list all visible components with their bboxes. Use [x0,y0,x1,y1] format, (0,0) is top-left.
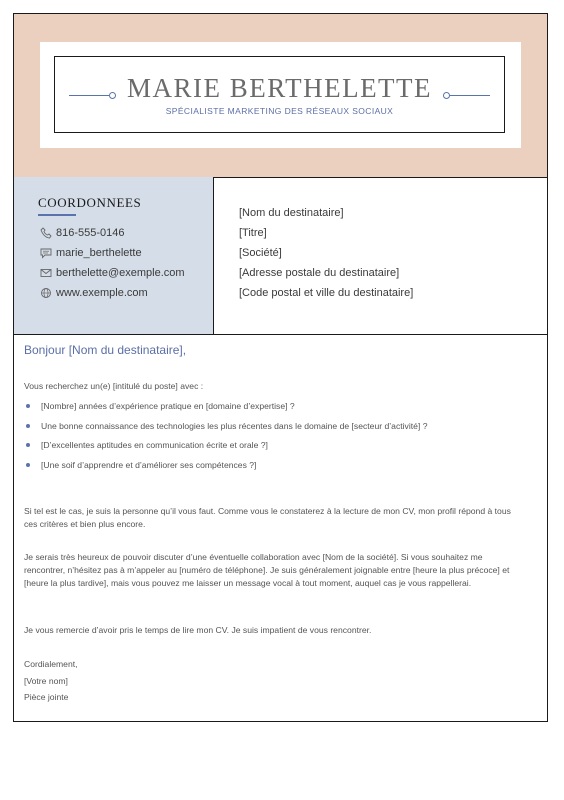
contact-panel [14,177,214,334]
email-icon [40,267,52,279]
recipient-title: [Titre] [239,227,267,239]
list-item: [D’excellentes aptitudes en communication écrite et orale ?] [24,440,427,460]
intro-line: Vous recherchez un(e) [intitulé du poste] avec : [24,381,204,391]
contact-website-text: www.exemple.com [56,287,148,299]
decorative-dot-right [443,92,450,99]
paragraph-3: Je vous remercie d’avoir pris le temps de lire mon CV. Je suis impatient de vous rencontrer. [24,625,372,635]
recipient-company: [Société] [239,247,282,259]
contact-email [40,267,185,279]
contact-social-text: marie_berthelette [56,247,142,259]
closing-salutation: Cordialement, [24,659,78,669]
list-item: [Une soif d’apprendre et d’améliorer ses compétences ?] [24,460,427,480]
applicant-subtitle: SPÉCIALISTE MARKETING DES RÉSEAUX SOCIAUX [165,106,394,116]
applicant-name: MARIE BERTHELETTE [126,73,433,103]
globe-icon [40,287,52,299]
paragraph-1: Si tel est le cas, je suis la personne qu’il vous faut. Comme vous le constaterez à la lecture de mon CV, mon profil répond à tous ces critères et bien plus encore. [24,506,511,529]
contact-heading-underline [38,214,76,216]
contact-phone-text: 816-555-0146 [56,227,125,239]
contact-row [14,177,547,335]
recipient-name: [Nom du destinataire] [239,207,344,219]
contact-website [40,287,148,299]
closing-block [24,656,78,706]
recipient-address: [Adresse postale du destinataire] [239,267,400,279]
contact-heading: COORDONNEES [38,195,142,210]
header-card [40,42,521,148]
attachment-note: Pièce jointe [24,692,69,702]
signature-name: [Votre nom] [24,675,68,686]
list-item: [Nombre] années d’expérience pratique en [domaine d’expertise] ? [24,401,427,421]
qualification-list [24,401,427,479]
contact-phone [40,227,125,239]
contact-social [40,247,142,259]
recipient-city: [Code postal et ville du destinataire] [239,287,414,299]
list-item: Une bonne connaissance des technologies les plus récentes dans le domaine de [secteur d’activité] ? [24,421,427,441]
phone-icon [40,227,52,239]
greeting: Bonjour [Nom du destinataire], [24,343,187,357]
decorative-line-right [450,95,490,96]
contact-email-text: berthelette@exemple.com [56,267,185,279]
name-box [54,56,505,133]
recipient-block [239,203,413,303]
letter-page [13,13,548,722]
paragraph-2: Je serais très heureux de pouvoir discuter d’une éventuelle collaboration avec [Nom de la société]. Si vous souhaitez me rencontrer, n’hésitez pas à m’appeler au [numéro de téléphone]. Je suis généralement joignable entre [heure la plus précoce] et [heure la plus tardive], mais vous pouvez me laisser un message vocal à tout moment, auquel cas je vous rappellerai. [24,552,510,588]
header-band [14,14,547,178]
chat-icon [40,247,52,259]
